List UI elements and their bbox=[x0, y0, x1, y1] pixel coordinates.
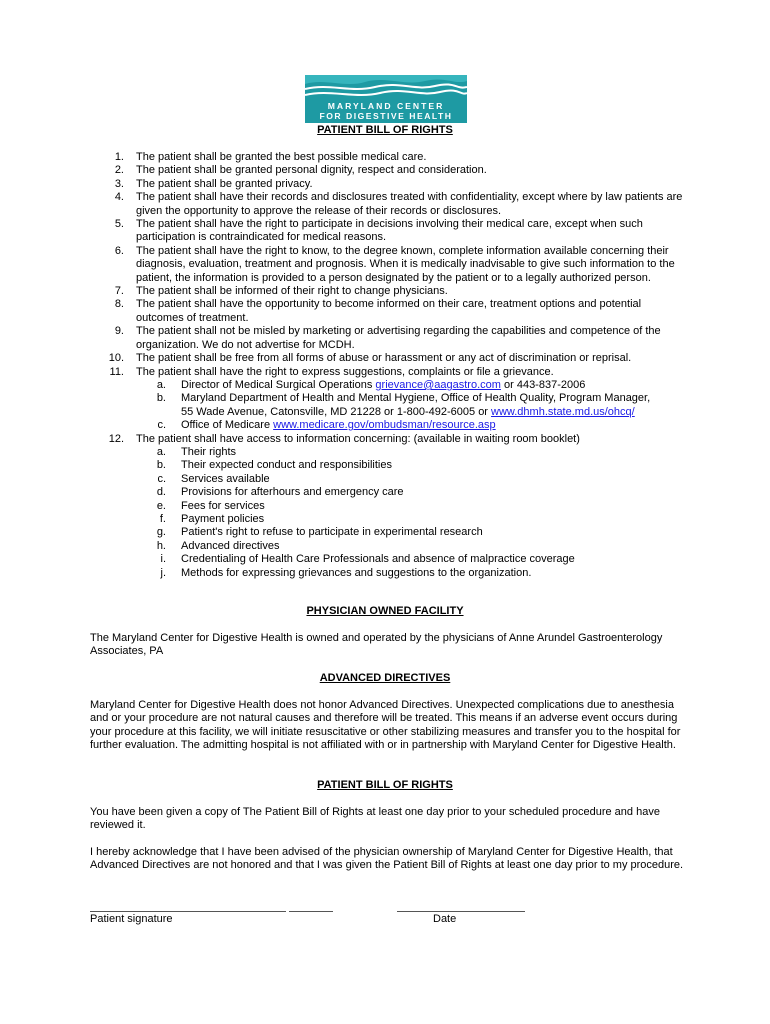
medicare-link[interactable]: www.medicare.gov/ombudsman/resource.asp bbox=[273, 419, 496, 432]
item-number: 8. bbox=[114, 298, 124, 311]
advanced-directives-text: Maryland Center for Digestive Health does not honor Advanced Directives. Unexpected complications due to anesthesia and or your procedure are not natural causes and therefore will be treated. This means if an adverse event occurs during your procedure at this facility, we will initiate resuscitative or other stabilizing measures and transfer you to the hospital for further evaluation. The admitting hospital is not affiliated with or in partnership with Maryland Center for Digestive Health. bbox=[90, 699, 681, 752]
item-text: The patient shall be granted personal dignity, respect and consideration. bbox=[136, 164, 487, 177]
logo-line-2: FOR DIGESTIVE HEALTH bbox=[319, 111, 453, 121]
list-item bbox=[90, 433, 690, 580]
list-item bbox=[90, 218, 690, 245]
info-text: Their rights bbox=[181, 445, 237, 458]
item-letter: e. bbox=[156, 499, 166, 512]
item-number: 7. bbox=[114, 285, 124, 298]
item-number: 11. bbox=[109, 365, 124, 378]
date-line[interactable] bbox=[397, 911, 525, 912]
item-number: 1. bbox=[114, 151, 124, 163]
info-item bbox=[136, 486, 690, 499]
list-item bbox=[90, 151, 690, 164]
list-item bbox=[90, 352, 690, 365]
signature-line-extension bbox=[289, 911, 333, 912]
contact-text: Director of Medical Surgical Operations bbox=[181, 378, 376, 391]
rights-list bbox=[90, 151, 690, 580]
item-letter: b. bbox=[156, 392, 166, 405]
contact-address: 55 Wade Avenue, Catonsville, MD 21228 or 1-800-492-6005 or bbox=[181, 405, 492, 418]
copy-statement: You have been given a copy of The Patient Bill of Rights at least one day prior to your scheduled procedure and have reviewed it. bbox=[90, 806, 660, 832]
list-item bbox=[90, 245, 690, 285]
info-text: Patient's right to refuse to participate in experimental research bbox=[181, 526, 483, 539]
info-item bbox=[136, 513, 690, 526]
dhmh-link[interactable]: www.dhmh.state.md.us/ohcq/ bbox=[491, 405, 635, 418]
item-text: The patient shall be granted the best possible medical care. bbox=[136, 151, 427, 163]
contact-item bbox=[136, 419, 690, 432]
item-letter: c. bbox=[157, 472, 166, 485]
info-text: Payment policies bbox=[181, 512, 265, 525]
contact-text: Maryland Department of Health and Mental Hygiene, Office of Health Quality, Program Manager, bbox=[181, 392, 651, 405]
contact-phone: or 443-837-2006 bbox=[500, 378, 586, 391]
item-number: 3. bbox=[114, 177, 124, 190]
advanced-directives-heading: ADVANCED DIRECTIVES bbox=[319, 672, 451, 684]
info-text: Provisions for afterhours and emergency care bbox=[181, 486, 404, 499]
list-item bbox=[90, 298, 690, 325]
info-item bbox=[136, 459, 690, 472]
item-letter: h. bbox=[156, 539, 166, 552]
logo bbox=[305, 75, 467, 123]
item-text: The patient shall have the right to participate in decisions involving their medical care, except when such participation is contraindicated for medical reasons. bbox=[136, 218, 643, 244]
info-item bbox=[136, 567, 690, 580]
grievance-email-link[interactable]: grievance@aagastro.com bbox=[375, 378, 501, 391]
bill-of-rights-heading-2: PATIENT BILL OF RIGHTS bbox=[317, 779, 453, 791]
item-letter: j. bbox=[160, 566, 166, 579]
item-letter: b. bbox=[156, 459, 166, 472]
info-item bbox=[136, 526, 690, 539]
grievance-contacts bbox=[136, 379, 690, 433]
item-number: 9. bbox=[114, 325, 124, 338]
item-number: 2. bbox=[114, 164, 124, 177]
info-item bbox=[136, 553, 690, 566]
list-item bbox=[90, 164, 690, 177]
info-text: Services available bbox=[181, 472, 270, 485]
info-item bbox=[136, 500, 690, 513]
item-text: The patient shall be free from all forms of abuse or harassment or any act of discrimination or reprisal. bbox=[136, 352, 632, 365]
item-text: The patient shall have the opportunity to become informed on their care, treatment options and potential outcomes of treatment. bbox=[136, 298, 642, 324]
item-letter: i. bbox=[160, 553, 166, 566]
page-title: PATIENT BILL OF RIGHTS bbox=[317, 124, 453, 136]
item-letter: f. bbox=[159, 512, 166, 525]
acknowledgement-statement: I hereby acknowledge that I have been advised of the physician ownership of Maryland Center for Digestive Health, that Advanced Directives are not honored and that I was given the Patient Bill of Rights at least one day prior to my procedure. bbox=[90, 846, 684, 872]
item-letter: g. bbox=[156, 526, 166, 539]
item-number: 10. bbox=[108, 352, 124, 365]
item-number: 4. bbox=[114, 191, 124, 204]
signature-line[interactable] bbox=[90, 911, 286, 912]
item-number: 6. bbox=[114, 244, 124, 257]
item-text: The patient shall have access to information concerning: (available in waiting room booklet) bbox=[136, 432, 580, 445]
item-text: The patient shall not be misled by marketing or advertising regarding the capabilities and competence of the organization. We do not advertise for MCDH. bbox=[136, 325, 661, 351]
physician-owned-heading: PHYSICIAN OWNED FACILITY bbox=[306, 605, 464, 617]
item-letter: c. bbox=[157, 419, 166, 432]
item-number: 12. bbox=[108, 432, 124, 445]
list-item bbox=[90, 191, 690, 218]
contact-item bbox=[136, 392, 690, 419]
list-item bbox=[90, 285, 690, 298]
info-text: Methods for expressing grievances and suggestions to the organization. bbox=[181, 566, 532, 579]
contact-item bbox=[136, 379, 690, 392]
logo-line-1: MARYLAND CENTER bbox=[327, 101, 445, 111]
info-text: Their expected conduct and responsibilities bbox=[181, 459, 392, 472]
item-text: The patient shall have their records and disclosures treated with confidentiality, except where by law patients are given the opportunity to approve the release of their records or disclosures. bbox=[136, 191, 683, 217]
item-number: 5. bbox=[114, 218, 124, 231]
info-item bbox=[136, 540, 690, 553]
item-text: The patient shall be granted privacy. bbox=[136, 177, 313, 190]
info-text: Fees for services bbox=[181, 499, 265, 512]
signature-label: Patient signature bbox=[90, 913, 173, 925]
info-text: Advanced directives bbox=[181, 539, 280, 552]
list-item bbox=[90, 366, 690, 433]
date-label: Date bbox=[433, 913, 457, 925]
info-item bbox=[136, 473, 690, 486]
info-item bbox=[136, 446, 690, 459]
list-item bbox=[90, 178, 690, 191]
item-text: The patient shall have the right to express suggestions, complaints or file a grievance. bbox=[136, 365, 554, 378]
item-letter: a. bbox=[156, 445, 166, 458]
item-letter: d. bbox=[156, 486, 166, 499]
item-letter: a. bbox=[156, 378, 166, 391]
item-text: The patient shall be informed of their right to change physicians. bbox=[136, 285, 448, 298]
contact-text: Office of Medicare bbox=[181, 419, 274, 432]
physician-owned-text: The Maryland Center for Digestive Health is owned and operated by the physicians of Anne Arundel Gastroenterology Associates, PA bbox=[90, 632, 663, 658]
list-item bbox=[90, 325, 690, 352]
item-text: The patient shall have the right to know, to the degree known, complete information available concerning their diagnosis, evaluation, treatment and prognosis. When it is medically inadvisable to give such information to the patient, the information is provided to a person designated by the patient or to a legally authorized person. bbox=[136, 244, 675, 284]
info-text: Credentialing of Health Care Professionals and absence of malpractice coverage bbox=[181, 553, 575, 566]
wave-logo-icon bbox=[305, 75, 467, 101]
info-items bbox=[136, 446, 690, 580]
